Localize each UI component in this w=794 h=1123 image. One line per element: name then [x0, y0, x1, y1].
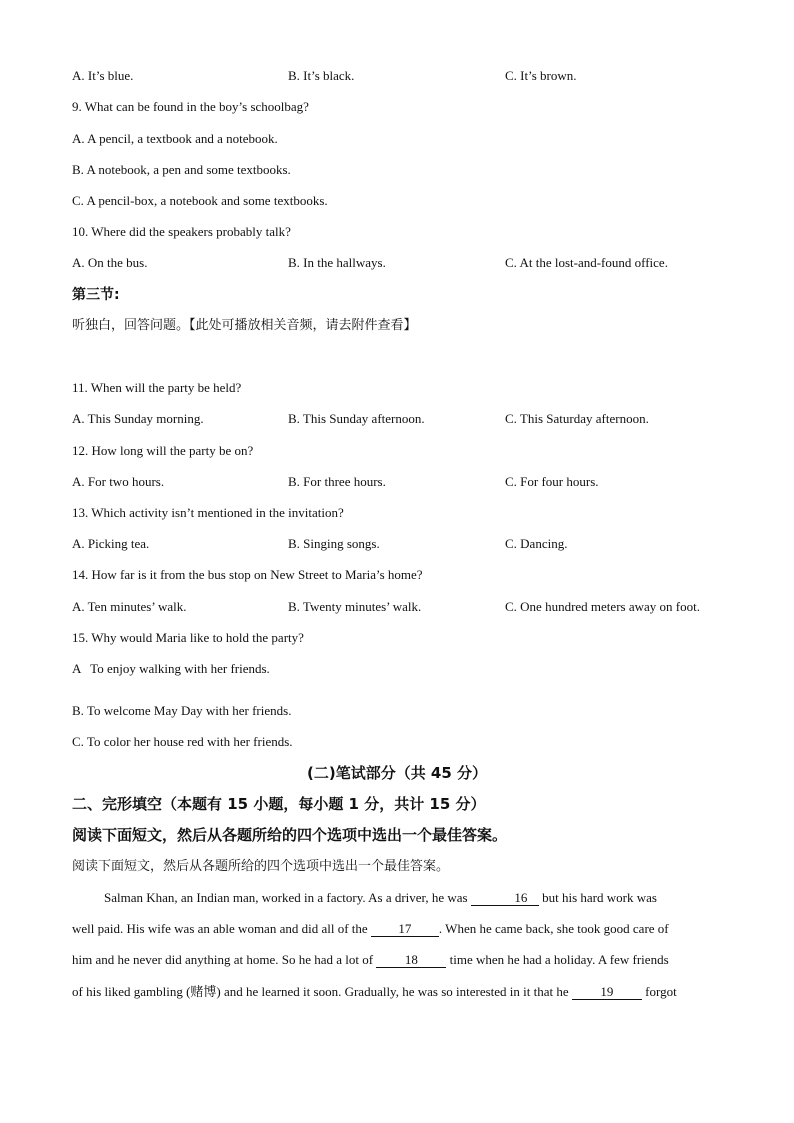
passage-text: of his liked gambling (赌博) and he learned it soon. Gradually, he was so interested in it that he [72, 984, 572, 999]
passage-text: . When he came back, she took good care of [438, 921, 669, 936]
blank-17: 17 [371, 922, 439, 937]
q14-option-c: C. One hundred meters away on foot. [505, 599, 700, 614]
q14-question: 14. How far is it from the bus stop on New Street to Maria’s home? [72, 567, 423, 582]
q10-option-c: C. At the lost-and-found office. [505, 255, 668, 270]
q9-question: 9. What can be found in the boy’s schoolbag? [72, 99, 309, 114]
q9-option-b: B. A notebook, a pen and some textbooks. [72, 162, 291, 177]
passage-line-4 [72, 984, 722, 1000]
q9-option-a: A. A pencil, a textbook and a notebook. [72, 131, 278, 146]
q14-option-b: B. Twenty minutes’ walk. [288, 599, 422, 614]
blank-18: 18 [376, 953, 446, 968]
passage-text: forgot [641, 984, 677, 999]
passage-text: him and he never did anything at home. So he had a lot of [72, 952, 377, 967]
section3-title: 第三节: [72, 287, 120, 303]
passage-line-3 [72, 952, 722, 968]
section3-instruction: 听独白，回答问题。【此处可播放相关音频，请去附件查看】 [72, 318, 417, 333]
blank-16: 16 [471, 891, 539, 906]
q14-option-a: A. Ten minutes’ walk. [72, 599, 187, 614]
q12-question: 12. How long will the party be on? [72, 443, 254, 458]
q8-option-c: C. It’s brown. [505, 68, 577, 83]
part2-title: 二、完形填空（本题有 15 小题，每小题 1 分，共计 15 分） [72, 795, 486, 813]
passage-text: Salman Khan, an Indian man, worked in a factory. As a driver, he was [104, 890, 471, 905]
q15-question: 15. Why would Maria like to hold the party? [72, 630, 304, 645]
q13-question: 13. Which activity isn’t mentioned in the invitation? [72, 505, 344, 520]
q11-option-c: C. This Saturday afternoon. [505, 411, 649, 426]
q12-option-c: C. For four hours. [505, 474, 599, 489]
q13-option-b: B. Singing songs. [288, 536, 380, 551]
q12-option-a: A. For two hours. [72, 474, 165, 489]
q10-option-b: B. In the hallways. [288, 255, 386, 270]
q13-option-c: C. Dancing. [505, 536, 568, 551]
q15-option-c: C. To color her house red with her friends. [72, 734, 293, 749]
passage-text: time when he had a holiday. A few friends [446, 952, 669, 967]
q9-option-c: C. A pencil-box, a notebook and some textbooks. [72, 193, 328, 208]
passage-line-2 [72, 921, 722, 937]
q12-option-b: B. For three hours. [288, 474, 386, 489]
q11-option-b: B. This Sunday afternoon. [288, 411, 425, 426]
q8-option-a: A. It’s blue. [72, 68, 134, 83]
passage-line-1 [72, 890, 722, 906]
passage-text: but his hard work was [538, 890, 657, 905]
written-part-title: (二)笔试部分（共 45 分） [306, 764, 488, 782]
q15-option-b: B. To welcome May Day with her friends. [72, 703, 292, 718]
q10-option-a: A. On the bus. [72, 255, 148, 270]
q8-option-b: B. It’s black. [288, 68, 355, 83]
part2-instruction-bold: 阅读下面短文，然后从各题所给的四个选项中选出一个最佳答案。 [72, 826, 508, 844]
passage-text: well paid. His wife was an able woman and did all of the [72, 921, 371, 936]
q13-option-a: A. Picking tea. [72, 536, 150, 551]
q11-option-a: A. This Sunday morning. [72, 411, 204, 426]
q15-option-a: A To enjoy walking with her friends. [72, 661, 270, 676]
q11-question: 11. When will the party be held? [72, 380, 242, 395]
part2-instruction: 阅读下面短文，然后从各题所给的四个选项中选出一个最佳答案。 [72, 859, 450, 874]
blank-19: 19 [572, 985, 642, 1000]
q10-question: 10. Where did the speakers probably talk? [72, 224, 291, 239]
